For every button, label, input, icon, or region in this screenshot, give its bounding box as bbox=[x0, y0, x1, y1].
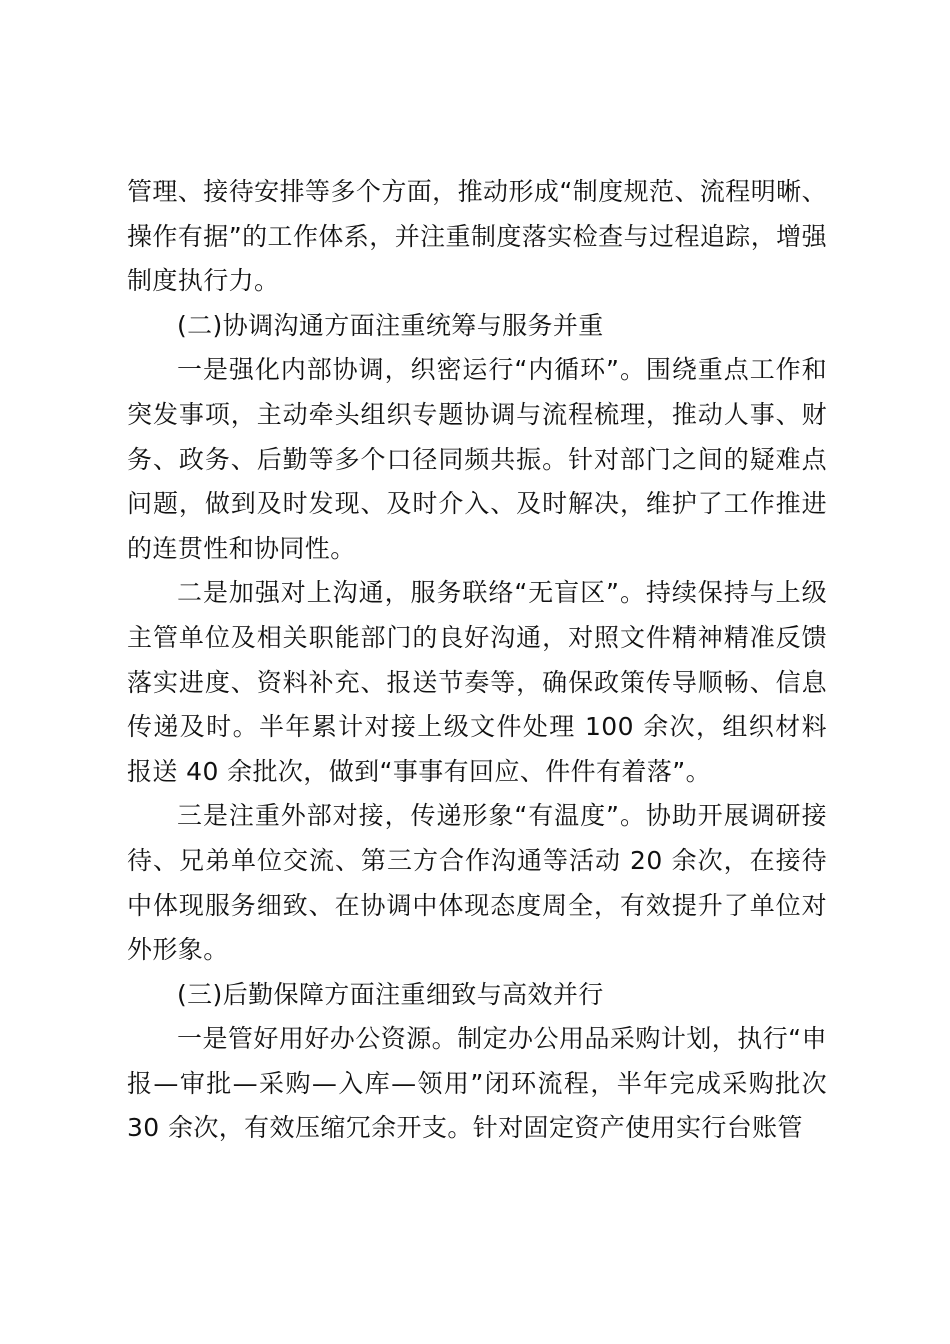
document-body bbox=[127, 170, 827, 1151]
paragraph-internal-coordination: 一是强化内部协调，织密运行“内循环”。围绕重点工作和突发事项，主动牵头组织专题协调与流程梳理，推动人事、财务、政务、后勤等多个口径同频共振。针对部门之间的疑难点问题，做到及时发现、及时介入、及时解决，维护了工作推进的连贯性和协同性。 bbox=[127, 355, 827, 563]
paragraph-continuation: 管理、接待安排等多个方面，推动形成“制度规范、流程明晰、操作有据”的工作体系，并注重制度落实检查与过程追踪，增强制度执行力。 bbox=[127, 177, 827, 296]
paragraph-upward-communication: 二是加强对上沟通，服务联络“无盲区”。持续保持与上级主管单位及相关职能部门的良好沟通，对照文件精神精准反馈落实进度、资料补充、报送节奏等，确保政策传导顺畅、信息传递及时。半年累计对接上级文件处理 100 余次，组织材料报送 40 余批次，做到“事事有回应、件件有着落”。 bbox=[127, 578, 827, 786]
paragraph-office-resources: 一是管好用好办公资源。制定办公用品采购计划，执行“申报—审批—采购—入库—领用”闭环流程，半年完成采购批次 30 余次，有效压缩冗余开支。针对固定资产使用实行台账管 bbox=[127, 1024, 827, 1143]
paragraph-external-liaison: 三是注重外部对接，传递形象“有温度”。协助开展调研接待、兄弟单位交流、第三方合作沟通等活动 20 余次，在接待中体现服务细致、在协调中体现态度周全，有效提升了单位对外形象。 bbox=[127, 801, 827, 965]
section-heading-coordination: (二)协调沟通方面注重统筹与服务并重 bbox=[177, 310, 604, 340]
section-heading-logistics: (三)后勤保障方面注重细致与高效并行 bbox=[177, 979, 604, 1009]
